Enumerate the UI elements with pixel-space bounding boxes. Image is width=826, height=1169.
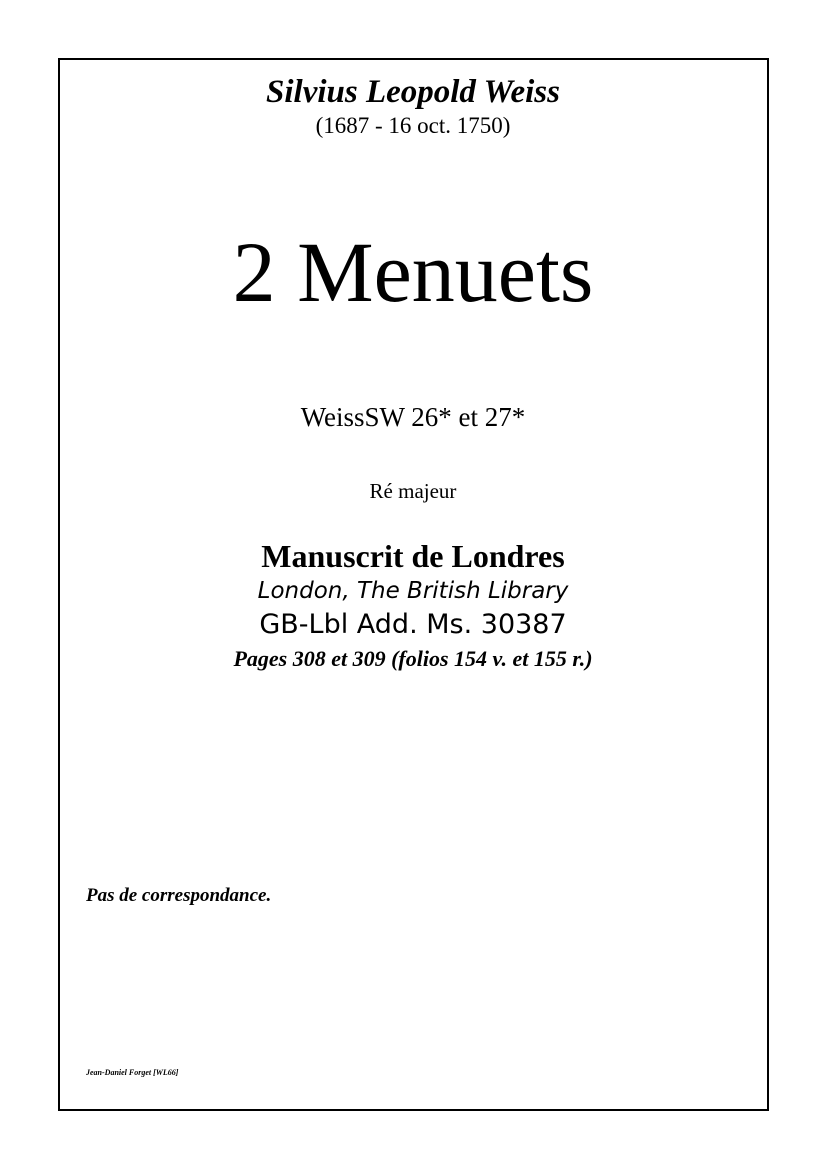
source-pages: Pages 308 et 309 (folios 154 v. et 155 r.) [233,646,593,671]
footer-credit: Jean-Daniel Forget [WL66] [86,1068,179,1077]
composer-dates: (1687 - 16 oct. 1750) [315,113,511,138]
musical-key: Ré majeur [369,479,457,503]
catalog-numbers: WeissSW 26* et 27* [300,402,526,432]
correspondence-note: Pas de correspondance. [86,885,272,906]
composer-name: Silvius Leopold Weiss [266,74,560,110]
page-title: 2 Menuets [232,224,594,320]
source-shelfmark: GB-Lbl Add. Ms. 30387 [259,609,567,640]
source-library: London, The British Library [257,578,569,604]
source-title: Manuscrit de Londres [261,538,565,574]
